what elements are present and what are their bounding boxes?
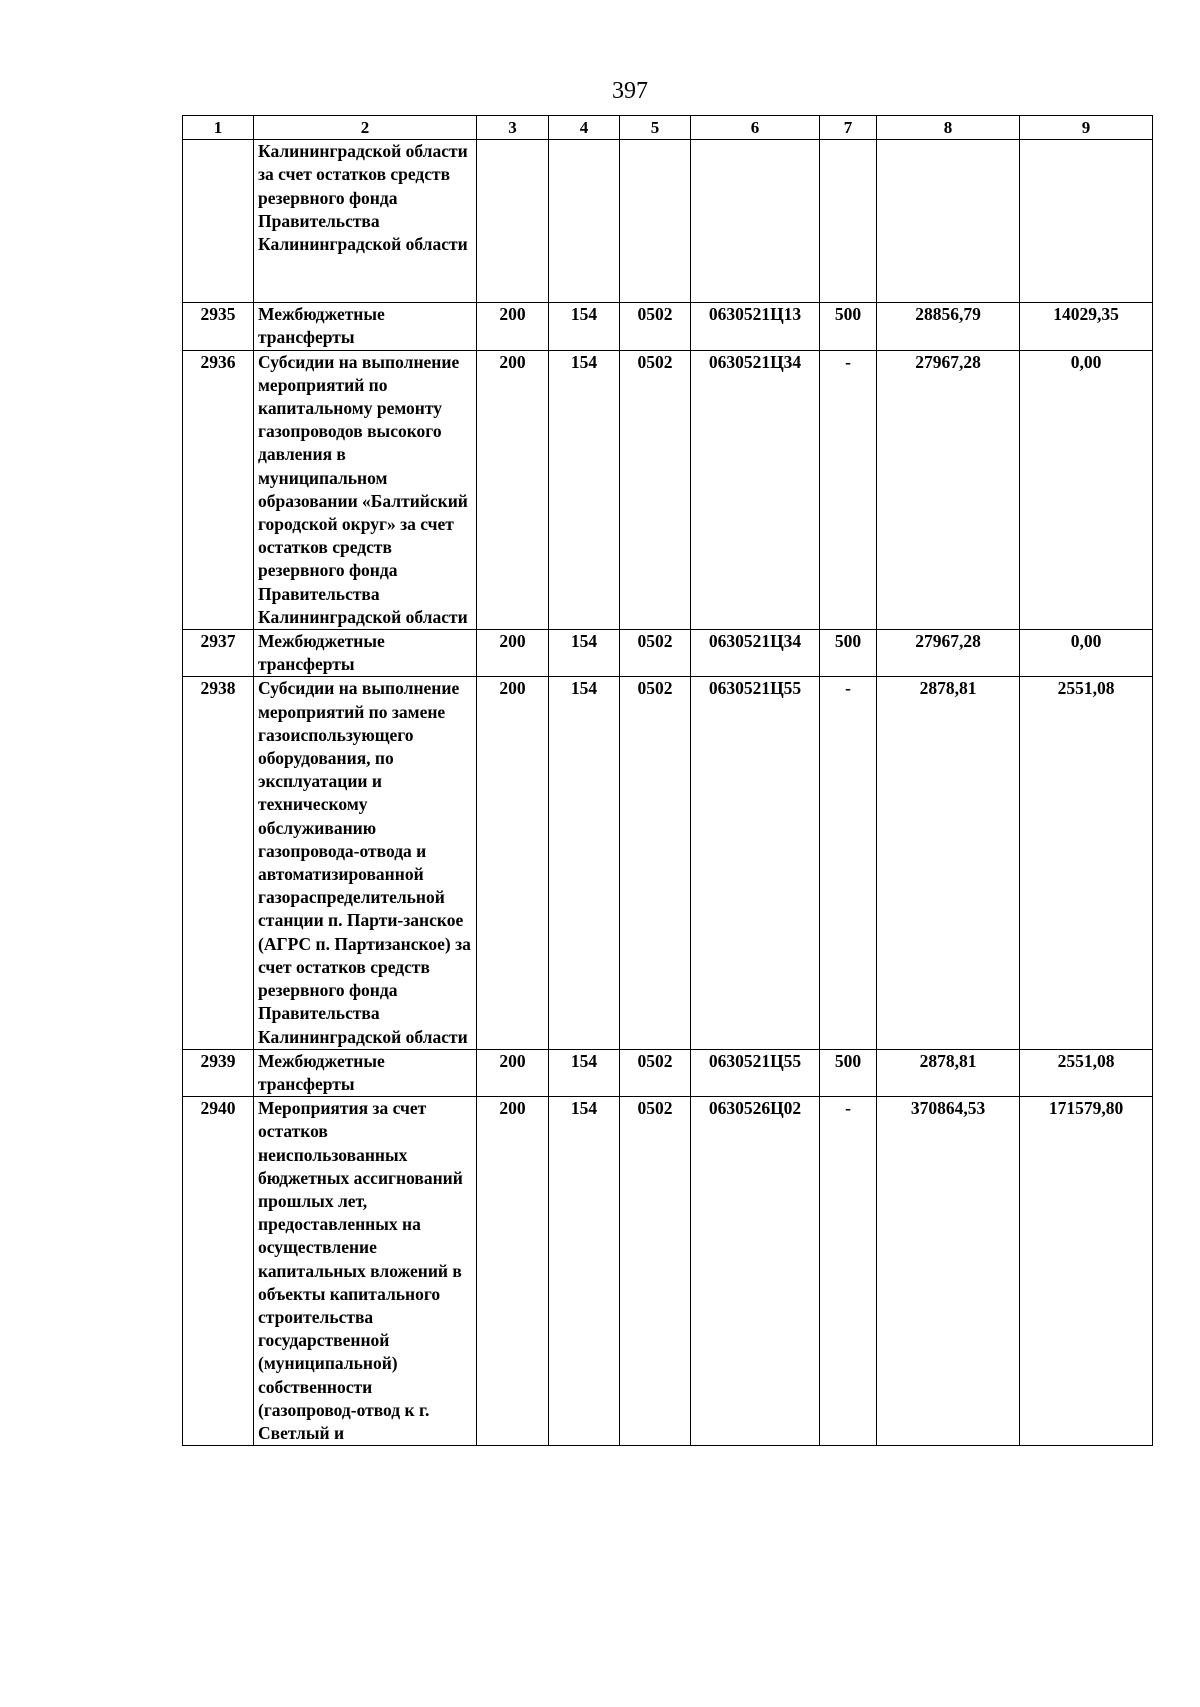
cell-col6: 0630521Ц13 [691, 303, 820, 350]
cell-col9: 14029,35 [1020, 303, 1153, 350]
table-row [183, 677, 1153, 1049]
cell-col3: 200 [477, 1049, 549, 1096]
column-header: 1 [183, 116, 254, 140]
row-number: 2939 [183, 1049, 254, 1096]
row-name: Мероприятия за счет остатков неиспользованных бюджетных ассигнований прошлых лет, предоставленных на осуществление капитальных вложений в объекты капитального строительства государственной (муниципальной) собственности (газопровод-отвод к г. Светлый и [254, 1097, 477, 1446]
column-header: 9 [1020, 116, 1153, 140]
cell-col5: 0502 [620, 350, 691, 629]
cell-col4: 154 [549, 1097, 620, 1446]
cell-col5: 0502 [620, 303, 691, 350]
table-row [183, 350, 1153, 629]
column-header: 6 [691, 116, 820, 140]
cell-col5: 0502 [620, 677, 691, 1049]
cell-col4: 154 [549, 1049, 620, 1096]
cell-col8: 370864,53 [877, 1097, 1020, 1446]
cell-col7: 500 [820, 1049, 877, 1096]
row-name: Субсидии на выполнение мероприятий по капитальному ремонту газопроводов высокого давления в муниципальном образовании «Балтийский городской округ» за счет остатков средств резервного фонда Правительства Калининградской области [254, 350, 477, 629]
cell-col7: - [820, 677, 877, 1049]
cell-col7: - [820, 350, 877, 629]
cell-col9: 171579,80 [1020, 1097, 1153, 1446]
column-header: 7 [820, 116, 877, 140]
cell-col8: 28856,79 [877, 303, 1020, 350]
cell-col7: - [820, 1097, 877, 1446]
header-row [183, 116, 1153, 140]
cell-col8: 27967,28 [877, 630, 1020, 677]
cell-col4: 154 [549, 350, 620, 629]
column-header: 5 [620, 116, 691, 140]
cell-col8: 27967,28 [877, 350, 1020, 629]
continuation-text: Калининградской области за счет остатков средств резервного фонда Правительства Калининградской области [254, 140, 477, 303]
cell-col7: 500 [820, 630, 877, 677]
cell-col4: 154 [549, 677, 620, 1049]
cell-col4: 154 [549, 630, 620, 677]
cell-col3: 200 [477, 350, 549, 629]
cell-col6: 0630521Ц34 [691, 630, 820, 677]
row-name: Субсидии на выполнение мероприятий по замене газоиспользующего оборудования, по эксплуатации и техническому обслуживанию газопровода-отвода и автоматизированной газораспределительной станции п. Парти-занское (АГРС п. Партизанское) за счет остатков средств резервного фонда Правительства Калининградской области [254, 677, 477, 1049]
cell-col5: 0502 [620, 630, 691, 677]
row-number: 2940 [183, 1097, 254, 1446]
cell-col3: 200 [477, 630, 549, 677]
cell-col9: 0,00 [1020, 630, 1153, 677]
cell-col3: 200 [477, 677, 549, 1049]
table-row [183, 630, 1153, 677]
budget-table [182, 115, 1153, 1446]
cell-col9: 2551,08 [1020, 677, 1153, 1049]
cell-col6: 0630521Ц34 [691, 350, 820, 629]
cell-col5: 0502 [620, 1097, 691, 1446]
row-number-cell [183, 140, 254, 303]
table-row [183, 1097, 1153, 1446]
row-name: Межбюджетные трансферты [254, 303, 477, 350]
cell-col6: 0630521Ц55 [691, 1049, 820, 1096]
row-number: 2935 [183, 303, 254, 350]
row-name: Межбюджетные трансферты [254, 1049, 477, 1096]
cell-col5: 0502 [620, 1049, 691, 1096]
cell-col6: 0630521Ц55 [691, 677, 820, 1049]
cell-col8: 2878,81 [877, 1049, 1020, 1096]
column-header: 3 [477, 116, 549, 140]
cell-col3: 200 [477, 303, 549, 350]
row-name: Межбюджетные трансферты [254, 630, 477, 677]
column-header: 2 [254, 116, 477, 140]
cell-col3: 200 [477, 1097, 549, 1446]
cell-col6: 0630526Ц02 [691, 1097, 820, 1446]
table-row [183, 303, 1153, 350]
row-number: 2938 [183, 677, 254, 1049]
cell-col8: 2878,81 [877, 677, 1020, 1049]
page-number: 397 [612, 78, 648, 104]
cell-col9: 0,00 [1020, 350, 1153, 629]
table-row [183, 1049, 1153, 1096]
cell-col4: 154 [549, 303, 620, 350]
cell-col7: 500 [820, 303, 877, 350]
row-number: 2937 [183, 630, 254, 677]
column-header: 4 [549, 116, 620, 140]
column-header: 8 [877, 116, 1020, 140]
cell-col9: 2551,08 [1020, 1049, 1153, 1096]
continuation-row [183, 140, 1153, 303]
row-number: 2936 [183, 350, 254, 629]
